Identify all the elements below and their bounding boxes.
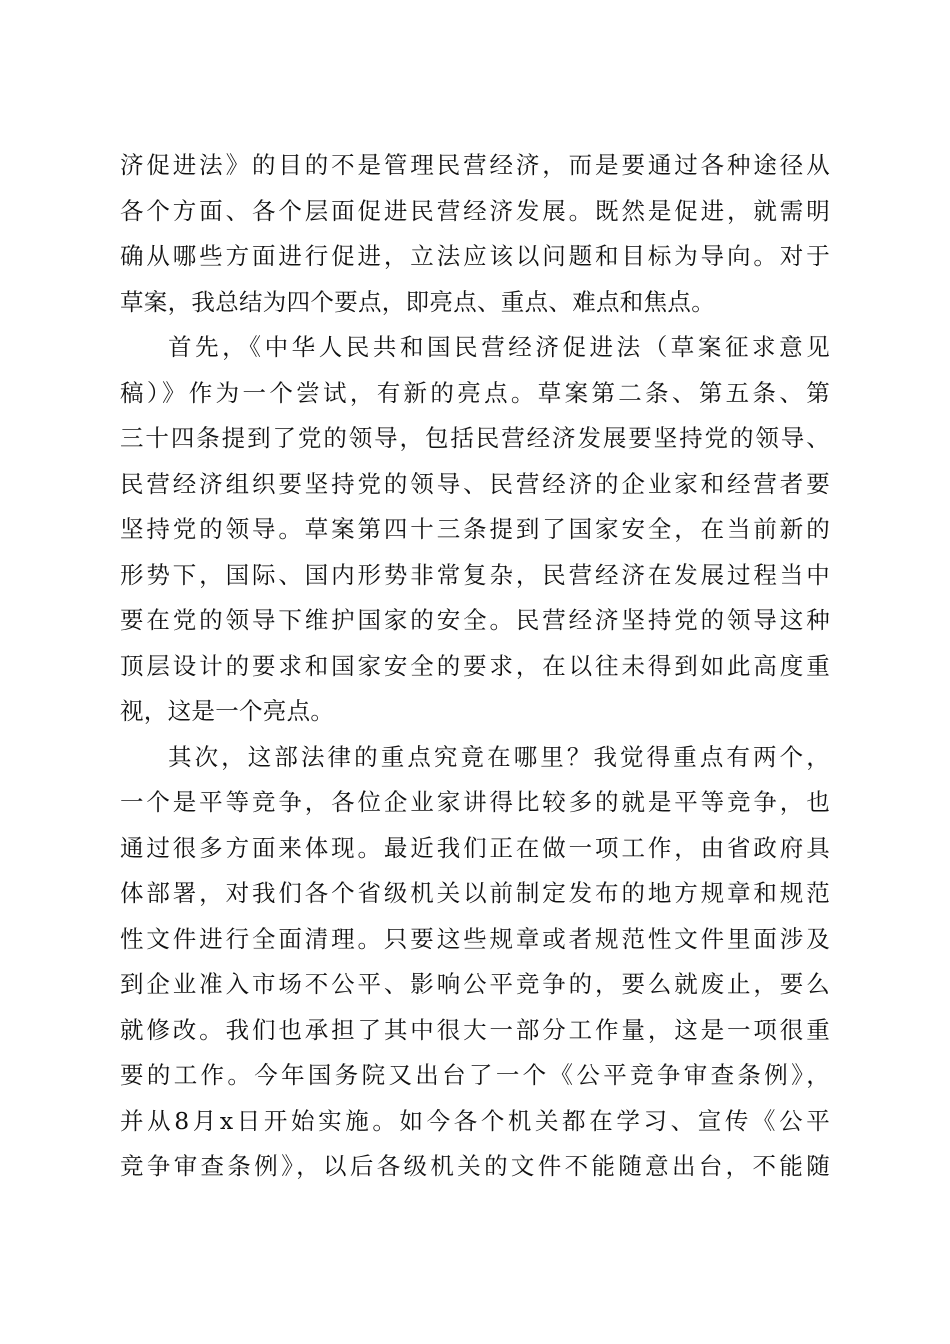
text-line: 其次，这部法律的重点究竟在哪里？我觉得重点有两个， (168, 742, 830, 771)
text-line: 体部署，对我们各个省级机关以前制定发布的地方规章和规范 (120, 879, 830, 907)
text-line: 要在党的领导下维护国家的安全。民营经济坚持党的领导这种 (120, 606, 830, 634)
text-line: 首先，《中华人民共和国民营经济促进法（草案征求意见 (168, 333, 830, 361)
paragraph-1 (120, 143, 830, 325)
text-line: 到企业准入市场不公平、影响公平竞争的，要么就废止，要么 (120, 970, 830, 998)
text-line: 三十四条提到了党的领导，包括民营经济发展要坚持党的领导、 (120, 424, 830, 452)
text-line: 济促进法》的目的不是管理民营经济，而是要通过各种途径从 (120, 151, 830, 179)
text-line: 就修改。我们也承担了其中很大一部分工作量，这是一项很重 (120, 1015, 830, 1044)
text-line: 视，这是一个亮点。 (120, 697, 335, 725)
document-body (120, 143, 830, 1190)
text-line: 通过很多方面来体现。最近我们正在做一项工作，由省政府具 (120, 833, 830, 862)
text-line: 各个方面、各个层面促进民营经济发展。既然是促进，就需明 (120, 196, 830, 225)
paragraph-2 (120, 325, 830, 735)
text-line: 一个是平等竞争，各位企业家讲得比较多的就是平等竞争，也 (120, 788, 830, 816)
text-line: 并从8月x日开始实施。如今各个机关都在学习、宣传《公平 (120, 1106, 830, 1135)
text-line: 草案，我总结为四个要点，即亮点、重点、难点和焦点。 (120, 287, 715, 316)
text-line: 竞争审查条例》，以后各级机关的文件不能随意出台，不能随 (120, 1152, 830, 1180)
text-line: 民营经济组织要坚持党的领导、民营经济的企业家和经营者要 (120, 469, 830, 498)
text-line: 稿）》作为一个尝试，有新的亮点。草案第二条、第五条、第 (120, 378, 830, 407)
text-line: 形势下，国际、国内形势非常复杂，民营经济在发展过程当中 (120, 560, 830, 589)
text-line: 确从哪些方面进行促进，立法应该以问题和目标为导向。对于 (120, 242, 830, 270)
text-line: 坚持党的领导。草案第四十三条提到了国家安全，在当前新的 (120, 515, 830, 543)
text-line: 顶层设计的要求和国家安全的要求，在以往未得到如此高度重 (120, 651, 830, 680)
text-line: 要的工作。今年国务院又出台了一个《公平竞争审查条例》， (120, 1061, 830, 1089)
paragraph-3 (120, 735, 830, 1190)
text-line: 性文件进行全面清理。只要这些规章或者规范性文件里面涉及 (120, 924, 830, 953)
